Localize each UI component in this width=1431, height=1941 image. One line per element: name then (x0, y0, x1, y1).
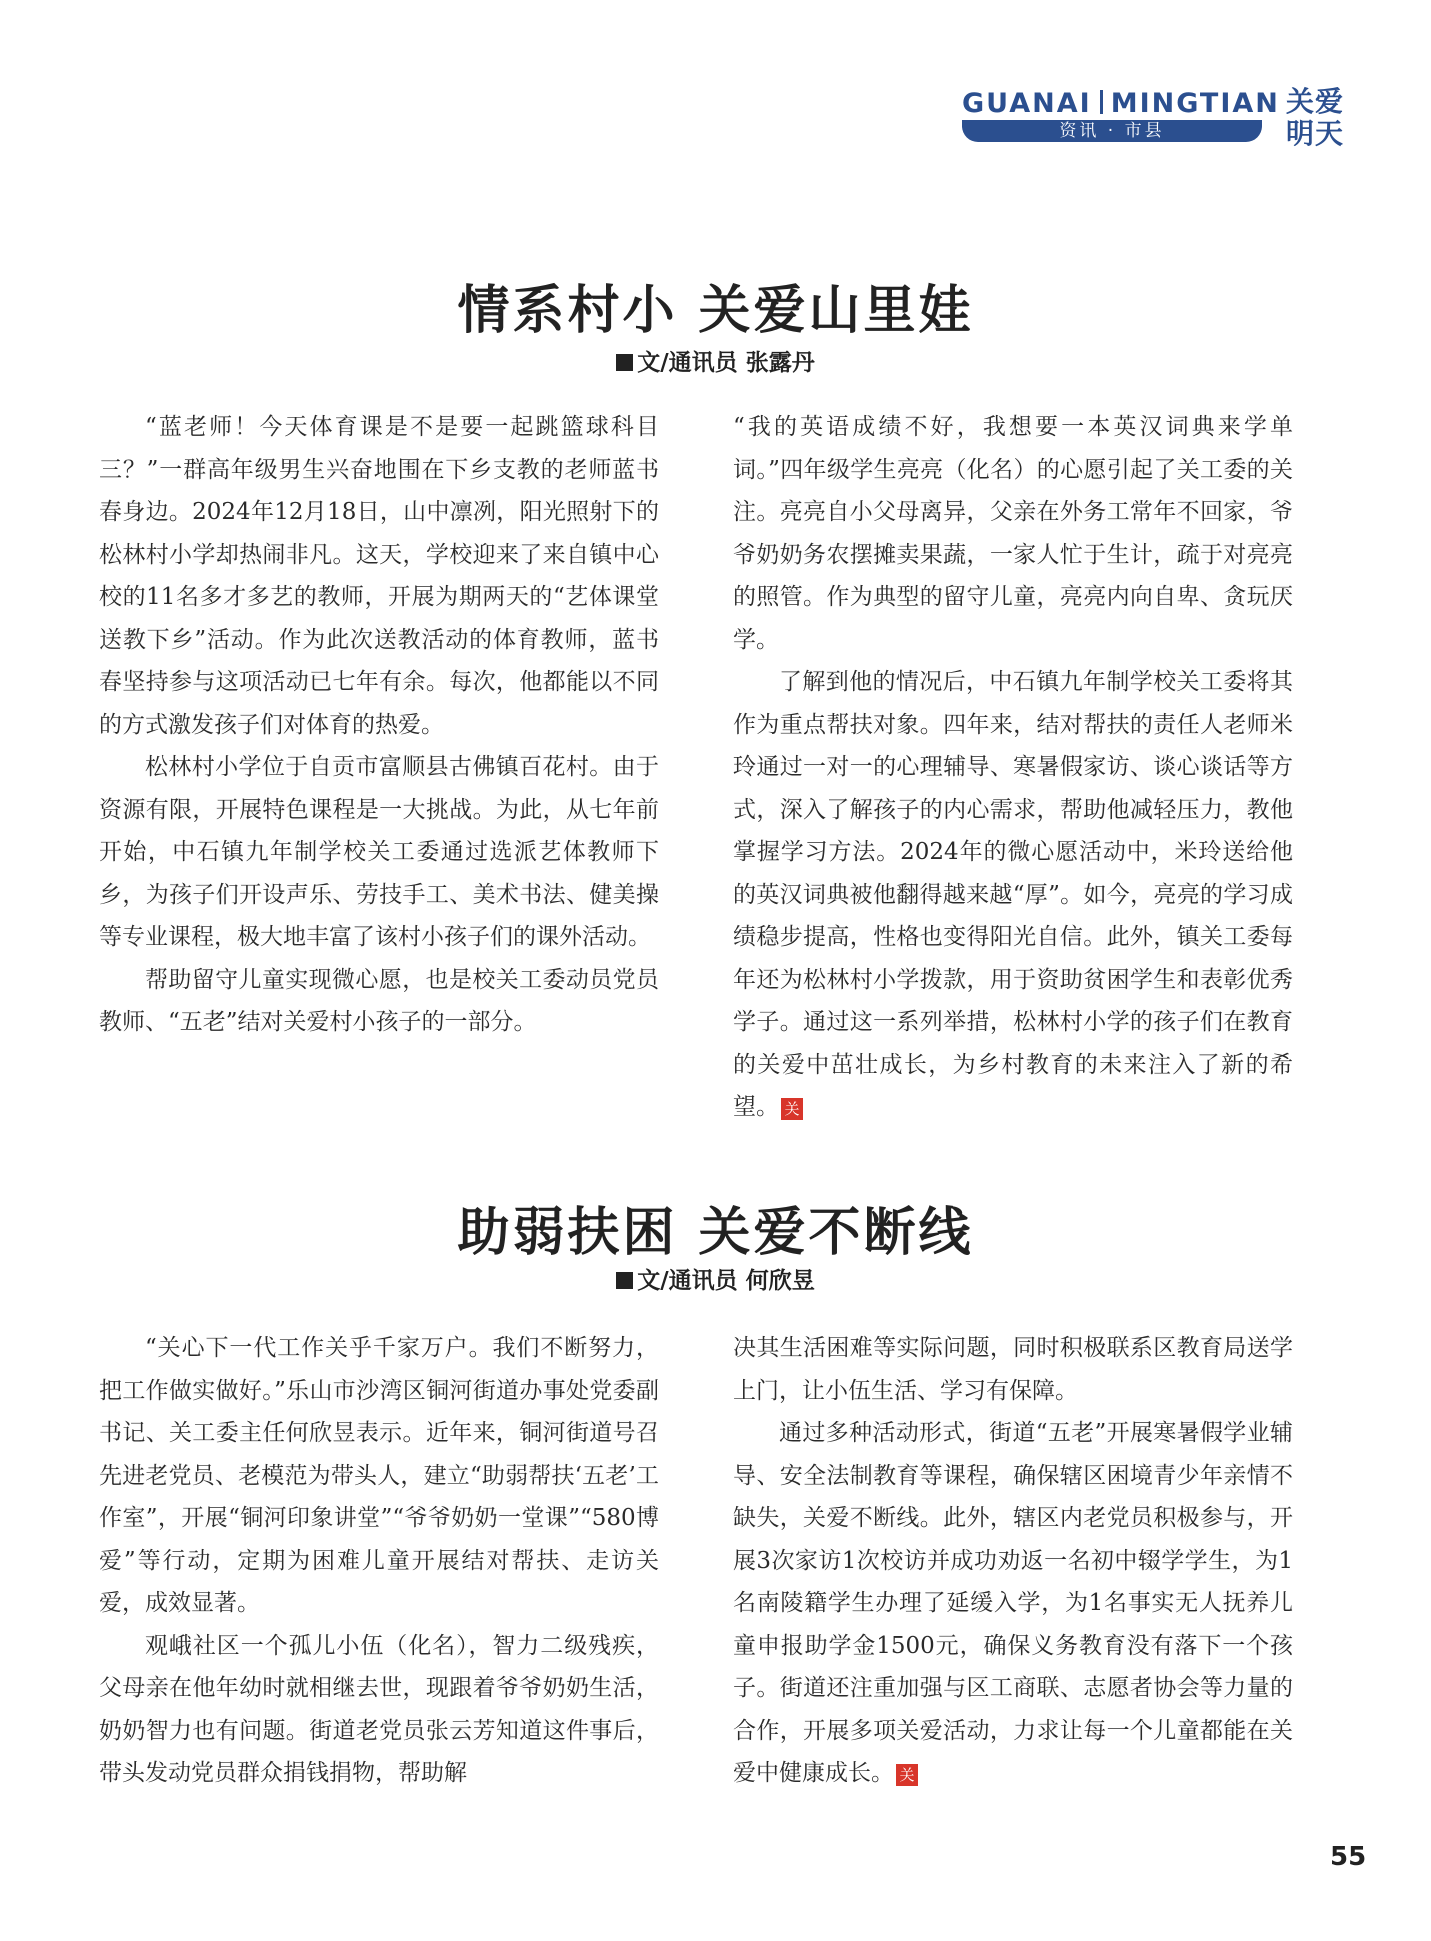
magazine-logo (1286, 86, 1346, 150)
byline-square-icon (616, 354, 633, 371)
article1-paragraph-text: 了解到他的情况后，中石镇九年制学校关工委将其作为重点帮扶对象。四年来，结对帮扶的责任人老师米玲通过一对一的心理辅导、寒暑假家访、谈心谈话等方式，深入了解孩子的内心需求，帮助他减轻压力，教他掌握学习方法。2024年的微心愿活动中，米玲送给他的英汉词典被他翻得越来越“厚”。如今，亮亮的学习成绩稳步提高，性格也变得阳光自信。此外，镇关工委每年还为松林村小学拨款，用于资助贫困学生和表彰优秀学子。通过这一系列举措，松林村小学的孩子们在教育的关爱中茁壮成长，为乡村教育的未来注入了新的希望。 (733, 669, 1293, 1120)
article1-left-column (99, 406, 659, 1044)
article2-paragraph: “关心下一代工作关乎千家万户。我们不断努力，把工作做实做好。”乐山市沙湾区铜河街道办事处党委副书记、关工委主任何欣昱表示。近年来，铜河街道号召先进老党员、老模范为带头人，建立“助弱帮扶‘五老’工作室”，开展“铜河印象讲堂”“爷爷奶奶一堂课”“580博爱”等行动，定期为困难儿童开展结对帮扶、走访关爱，成效显著。 (99, 1335, 659, 1616)
article1-byline-text: 文/通讯员 张露丹 (637, 350, 815, 376)
article1-paragraph: “蓝老师！今天体育课是不是要一起跳篮球科目三？”一群高年级男生兴奋地围在下乡支教的老师蓝书春身边。2024年12月18日，山中凛冽，阳光照射下的松林村小学却热闹非凡。这天，学校迎来了来自镇中心校的11名多才多艺的教师，开展为期两天的“艺体课堂送教下乡”活动。作为此次送教活动的体育教师，蓝书春坚持参与这项活动已七年有余。每次，他都能以不同的方式激发孩子们对体育的热爱。 (99, 414, 659, 738)
article1-paragraph: 松林村小学位于自贡市富顺县古佛镇百花村。由于资源有限，开展特色课程是一大挑战。为此，从七年前开始，中石镇九年制学校关工委通过选派艺体教师下乡，为孩子们开设声乐、劳技手工、美术书法、健美操等专业课程，极大地丰富了该村小孩子们的课外活动。 (99, 754, 659, 950)
article2-byline-text: 文/通讯员 何欣昱 (637, 1268, 815, 1294)
article2-paragraph: 决其生活困难等实际问题，同时积极联系区教育局送学上门，让小伍生活、学习有保障。 (733, 1335, 1293, 1404)
byline-square-icon (616, 1272, 633, 1289)
masthead-guanai: GUANAI (962, 88, 1092, 119)
header-masthead (962, 88, 1280, 119)
logo-line-2: 明天 (1286, 117, 1345, 150)
article1-paragraph: 帮助留守儿童实现微心愿，也是校关工委动员党员教师、“五老”结对关爱村小孩子的一部分。 (99, 966, 659, 1035)
article1-byline (0, 344, 1431, 377)
end-mark-icon: 关 (781, 1098, 803, 1120)
article1-paragraph (733, 661, 1293, 1129)
end-mark-icon: 关 (896, 1764, 918, 1786)
section-label: 资讯 · 市县 (962, 120, 1262, 142)
article2-right-column (733, 1327, 1293, 1795)
article2-byline (0, 1262, 1431, 1295)
logo-line-1: 关爱 (1286, 85, 1345, 118)
article2-title: 助弱扶困 关爱不断线 (457, 1203, 974, 1263)
article2-left-column (99, 1327, 659, 1795)
article1-paragraph: “我的英语成绩不好，我想要一本英汉词典来学单词。”四年级学生亮亮（化名）的心愿引起了关工委的关注。亮亮自小父母离异，父亲在外务工常年不回家，爷爷奶奶务农摆摊卖果蔬，一家人忙于生计，疏于对亮亮的照管。作为典型的留守儿童，亮亮内向自卑、贪玩厌学。 (733, 414, 1293, 653)
article1-title: 情系村小 关爱山里娃 (457, 281, 974, 341)
masthead-divider (1100, 90, 1103, 114)
article2-paragraph-text: 通过多种活动形式，街道“五老”开展寒暑假学业辅导、安全法制教育等课程，确保辖区困境青少年亲情不缺失，关爱不断线。此外，辖区内老党员积极参与，开展3次家访1次校访并成功劝返一名初中辍学学生，为1名南陵籍学生办理了延缓入学，为1名事实无人抚养儿童申报助学金1500元，确保义务教育没有落下一个孩子。街道还注重加强与区工商联、志愿者协会等力量的合作，开展多项关爱活动，力求让每一个儿童都能在关爱中健康成长。 (733, 1420, 1293, 1786)
article2-paragraph: 观峨社区一个孤儿小伍（化名），智力二级残疾，父母亲在他年幼时就相继去世，现跟着爷爷奶奶生活，奶奶智力也有问题。街道老党员张云芳知道这件事后，带头发动党员群众捐钱捐物，帮助解 (99, 1632, 659, 1786)
masthead-mingtian: MINGTIAN (1110, 88, 1280, 119)
page-number: 55 (1330, 1842, 1367, 1872)
article1-right-column (733, 406, 1293, 1129)
article2-paragraph (733, 1412, 1293, 1795)
